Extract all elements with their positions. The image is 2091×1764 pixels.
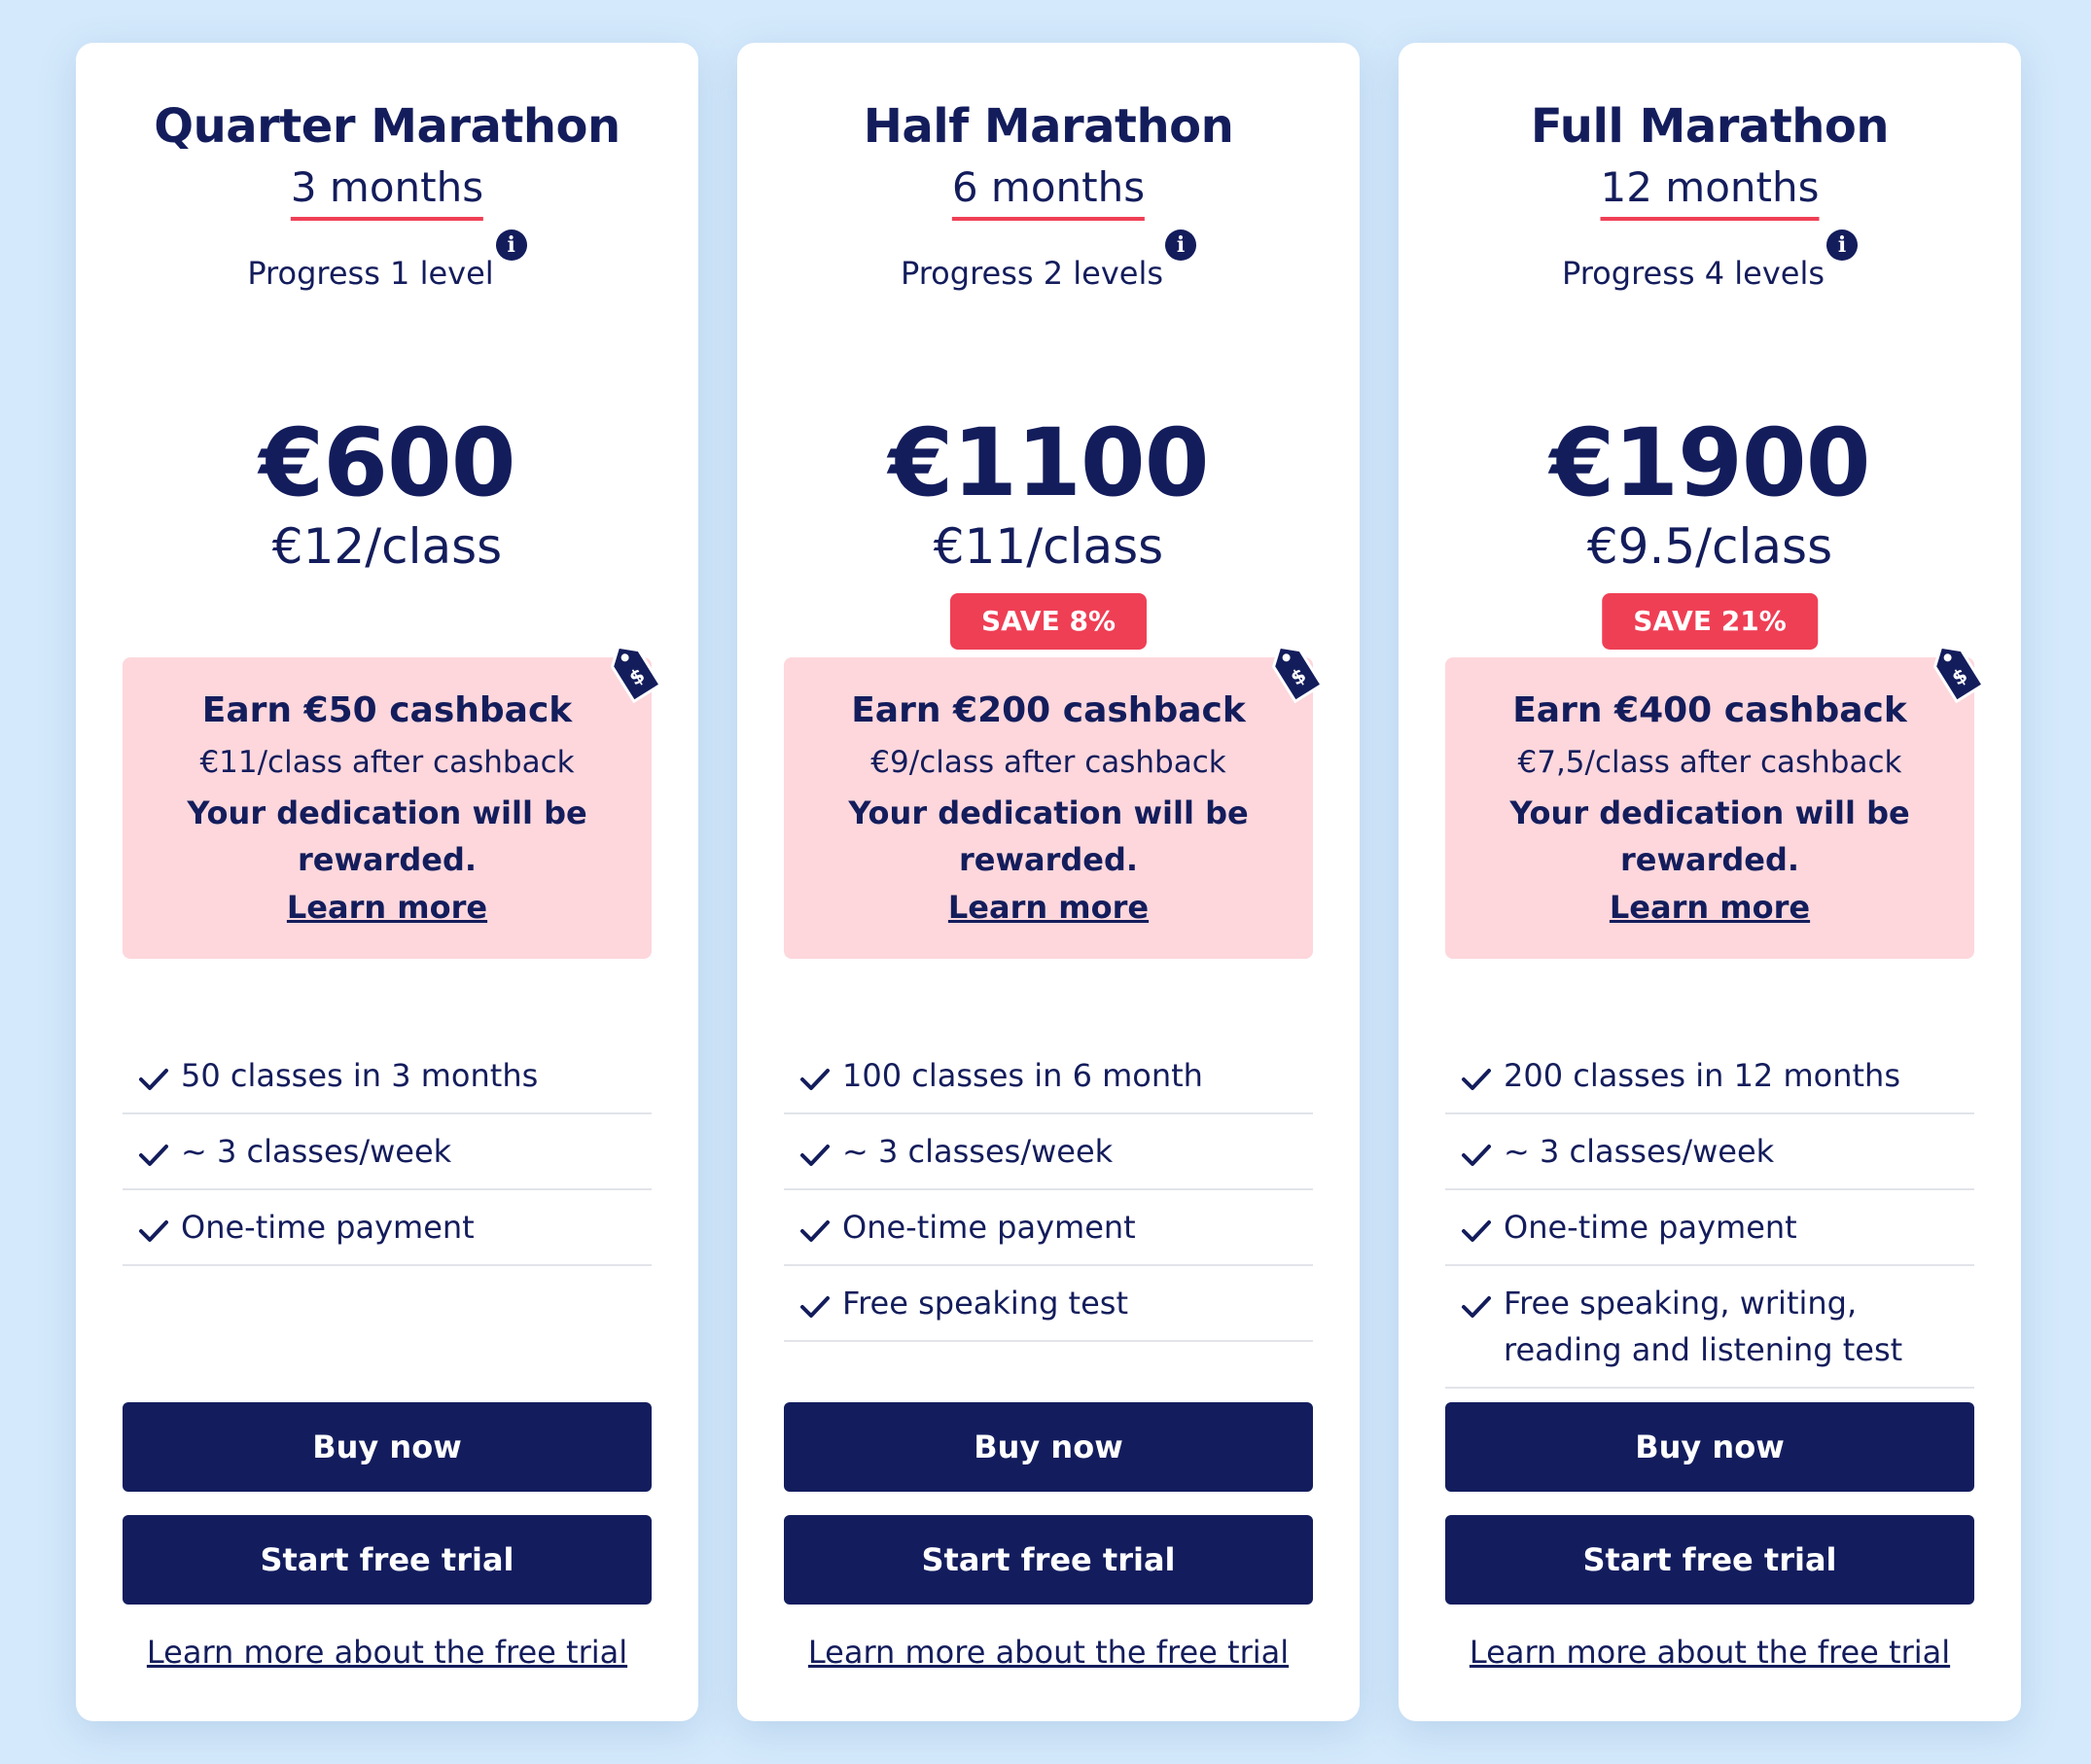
check-icon	[799, 1144, 831, 1167]
cashback-title: Earn €400 cashback	[1512, 690, 1907, 730]
free-trial-info-link[interactable]: Learn more about the free trial	[146, 1634, 628, 1671]
plan-price: €1100	[888, 408, 1209, 517]
plan-duration: 3 months	[291, 163, 483, 221]
feature-item	[784, 1190, 1313, 1266]
cashback-subtitle: €7,5/class after cashback	[1517, 745, 1902, 780]
start-free-trial-button[interactable]: Start free trial	[784, 1515, 1313, 1605]
feature-text: ~ 3 classes/week	[842, 1133, 1114, 1170]
plan-header	[737, 43, 1360, 637]
feature-text: ~ 3 classes/week	[1504, 1133, 1775, 1170]
check-icon	[1461, 1219, 1492, 1243]
check-icon	[799, 1068, 831, 1091]
feature-text: One-time payment	[181, 1209, 475, 1246]
plan-title: Quarter Marathon	[154, 99, 620, 154]
check-icon	[138, 1219, 169, 1243]
progress-line	[76, 232, 698, 292]
plan-card-full-marathon	[1399, 43, 2021, 1721]
price-per-class: €9.5/class	[1586, 518, 1833, 575]
feature-text: 50 classes in 3 months	[181, 1057, 539, 1094]
info-icon[interactable]: i	[1826, 229, 1858, 261]
progress-line	[1399, 232, 2021, 292]
feature-item	[784, 1039, 1313, 1114]
start-free-trial-button[interactable]: Start free trial	[1445, 1515, 1974, 1605]
cashback-box	[784, 657, 1313, 959]
plan-price: €1900	[1549, 408, 1870, 517]
plan-title: Half Marathon	[863, 99, 1234, 154]
feature-item	[784, 1266, 1313, 1342]
feature-item	[784, 1114, 1313, 1190]
plan-header	[76, 43, 698, 603]
cashback-box	[1445, 657, 1974, 959]
cashback-box	[123, 657, 652, 959]
feature-item	[1445, 1266, 1974, 1389]
cashback-text: Your dedication will be rewarded.	[1509, 794, 1910, 878]
progress-line	[737, 232, 1360, 292]
save-badge: SAVE 21%	[1602, 593, 1818, 650]
feature-text: One-time payment	[842, 1209, 1136, 1246]
plan-card-half-marathon	[737, 43, 1360, 1721]
feature-item	[1445, 1039, 1974, 1114]
feature-text: Free speaking, writing, reading and listening test	[1504, 1285, 1903, 1368]
cashback-text: Your dedication will be rewarded.	[187, 794, 587, 878]
feature-text: One-time payment	[1504, 1209, 1797, 1246]
svg-text:$: $	[1947, 662, 1972, 690]
feature-text: ~ 3 classes/week	[181, 1133, 452, 1170]
feature-item	[123, 1190, 652, 1266]
feature-list	[1445, 1039, 1974, 1389]
check-icon	[799, 1219, 831, 1243]
buy-now-button[interactable]: Buy now	[123, 1402, 652, 1492]
check-icon	[138, 1144, 169, 1167]
cashback-learn-more-link[interactable]: Learn more	[286, 889, 488, 926]
price-per-class: €12/class	[271, 518, 503, 575]
info-icon[interactable]: i	[1165, 229, 1196, 261]
cashback-title: Earn €200 cashback	[851, 690, 1246, 730]
price-per-class: €11/class	[933, 518, 1164, 575]
svg-text:$: $	[624, 662, 650, 690]
feature-text: Free speaking test	[842, 1285, 1128, 1322]
feature-item	[1445, 1190, 1974, 1266]
svg-text:$: $	[1286, 662, 1311, 690]
info-icon[interactable]: i	[496, 229, 527, 261]
feature-list	[784, 1039, 1313, 1342]
check-icon	[1461, 1068, 1492, 1091]
feature-item	[123, 1114, 652, 1190]
save-badge: SAVE 8%	[950, 593, 1147, 650]
cashback-subtitle: €9/class after cashback	[870, 745, 1226, 780]
feature-item	[1445, 1114, 1974, 1190]
plan-card-quarter-marathon	[76, 43, 698, 1721]
cashback-learn-more-link[interactable]: Learn more	[1609, 889, 1811, 926]
check-icon	[1461, 1295, 1492, 1319]
plan-price: €600	[259, 408, 515, 517]
cashback-title: Earn €50 cashback	[201, 690, 573, 730]
feature-list	[123, 1039, 652, 1266]
cashback-learn-more-link[interactable]: Learn more	[947, 889, 1150, 926]
progress-text: Progress 4 levels	[1561, 255, 1825, 292]
check-icon	[799, 1295, 831, 1319]
cashback-subtitle: €11/class after cashback	[199, 745, 575, 780]
free-trial-info-link[interactable]: Learn more about the free trial	[807, 1634, 1290, 1671]
plan-title: Full Marathon	[1530, 99, 1890, 154]
feature-item	[123, 1039, 652, 1114]
plan-header	[1399, 43, 2021, 637]
feature-text: 100 classes in 6 month	[842, 1057, 1203, 1094]
check-icon	[1461, 1144, 1492, 1167]
plan-duration: 6 months	[952, 163, 1145, 221]
check-icon	[138, 1068, 169, 1091]
progress-text: Progress 1 level	[247, 255, 494, 292]
buy-now-button[interactable]: Buy now	[1445, 1402, 1974, 1492]
feature-text: 200 classes in 12 months	[1504, 1057, 1900, 1094]
plan-duration: 12 months	[1601, 163, 1820, 221]
start-free-trial-button[interactable]: Start free trial	[123, 1515, 652, 1605]
free-trial-info-link[interactable]: Learn more about the free trial	[1469, 1634, 1951, 1671]
buy-now-button[interactable]: Buy now	[784, 1402, 1313, 1492]
progress-text: Progress 2 levels	[900, 255, 1164, 292]
cashback-text: Your dedication will be rewarded.	[848, 794, 1249, 878]
